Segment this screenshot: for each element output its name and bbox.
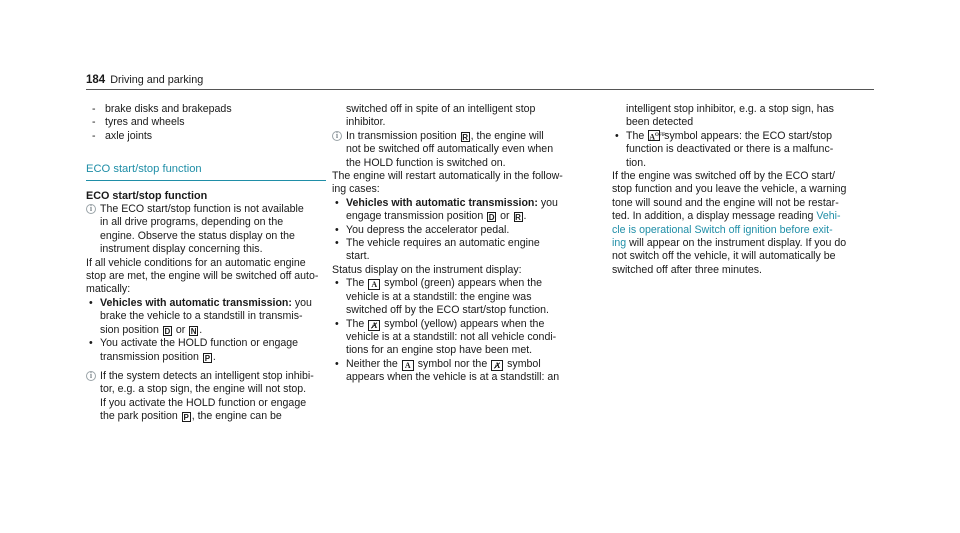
section-name: Driving and parking bbox=[110, 74, 204, 86]
text-span: the park position bbox=[100, 410, 178, 423]
note-block bbox=[86, 370, 326, 424]
text-span: you bbox=[537, 196, 558, 209]
text-line: tions for an engine stop have been met. bbox=[346, 344, 533, 357]
paragraph-line: If the engine was switched off by the ECO start/ bbox=[612, 170, 835, 183]
note-line: the HOLD function is switched on. bbox=[346, 156, 506, 169]
bullet-item bbox=[332, 197, 594, 224]
text-line: inhibitor. bbox=[346, 116, 386, 129]
text-span: symbol bbox=[507, 357, 541, 370]
text-line: • You activate the HOLD function or engage bbox=[100, 337, 299, 350]
bullet-item bbox=[332, 277, 594, 317]
text-span: or bbox=[175, 323, 186, 336]
text-span: The bbox=[346, 317, 365, 330]
text-span: engage transmission position bbox=[346, 210, 484, 223]
note-block bbox=[86, 203, 326, 257]
eco-start-stop-crossed-icon: A bbox=[491, 360, 503, 371]
column-left bbox=[86, 103, 326, 424]
subsection-heading: ECO start/stop function bbox=[86, 189, 208, 202]
paragraph-line: If all vehicle conditions for an automatic engine bbox=[86, 256, 306, 269]
text-span: symbol nor the bbox=[417, 357, 488, 370]
paragraph-line: stop function and you leave the vehicle, a warning bbox=[612, 183, 847, 196]
bullet-item bbox=[86, 297, 326, 337]
bullet-item bbox=[332, 318, 594, 358]
text-span: sion position bbox=[100, 323, 159, 336]
note-line: not be switched off automatically even when bbox=[346, 143, 554, 156]
gear-p-key: P bbox=[204, 353, 211, 363]
text-line: intelligent stop inhibitor, e.g. a stop sign, has bbox=[626, 103, 834, 115]
info-icon: i bbox=[86, 204, 96, 214]
text-line: start. bbox=[346, 250, 370, 263]
gear-n-key: N bbox=[190, 326, 197, 336]
note-line: If you activate the HOLD function or engage bbox=[100, 396, 307, 409]
icon-superscript: OFF bbox=[655, 133, 665, 139]
text-span: transmission position bbox=[100, 350, 199, 363]
text-span: , the engine can be bbox=[191, 410, 282, 423]
text-span: symbol appears: the ECO start/stop bbox=[664, 129, 832, 142]
icon-glyph: A bbox=[649, 132, 655, 142]
page-header bbox=[86, 74, 874, 88]
bold-label: Vehicles with automatic transmission: bbox=[346, 196, 538, 209]
eco-start-stop-icon: A bbox=[368, 279, 380, 290]
bold-label: Vehicles with automatic transmission: bbox=[100, 296, 292, 309]
text-line: appears when the vehicle is at a standstill: an bbox=[346, 371, 560, 384]
text-span: In transmission position bbox=[346, 129, 457, 142]
paragraph-line: stop are met, the engine will be switched off auto- bbox=[86, 270, 319, 283]
text-span: . bbox=[523, 210, 527, 223]
paragraph-line: not switch off the vehicle, it will automatically be bbox=[612, 250, 836, 263]
bullet-item bbox=[332, 237, 594, 264]
info-icon: i bbox=[332, 131, 342, 141]
gear-p-key: P bbox=[183, 413, 189, 423]
eco-start-stop-off-icon bbox=[648, 130, 665, 142]
note-line: tor, e.g. a stop sign, the engine will not stop. bbox=[100, 383, 307, 396]
text-line: tion. bbox=[626, 156, 647, 169]
text-line: • The vehicle requires an automatic engine bbox=[346, 237, 540, 250]
note-line: The ECO start/stop function is not available bbox=[100, 203, 304, 216]
gear-r-key: R bbox=[462, 132, 469, 142]
text-span: you bbox=[291, 296, 312, 309]
text-line: been detected bbox=[626, 116, 694, 129]
paragraph-line: tone will sound and the engine will not be restar- bbox=[612, 196, 839, 209]
text-span: The bbox=[626, 129, 645, 142]
list-item: - tyres and wheels bbox=[86, 116, 326, 129]
bullet-item bbox=[612, 130, 874, 170]
text-span: Neither the bbox=[346, 357, 398, 370]
paragraph-line: ing cases: bbox=[332, 183, 380, 196]
text-span: symbol (green) appears when the bbox=[384, 277, 542, 290]
text-span: . bbox=[199, 323, 203, 336]
eco-start-stop-crossed-icon: A bbox=[368, 320, 380, 331]
bullet-item bbox=[332, 224, 594, 237]
text-span: ted. In addition, a display message reading bbox=[612, 210, 814, 223]
status-heading: Status display on the instrument display: bbox=[332, 263, 522, 276]
section-heading: ECO start/stop function bbox=[86, 163, 326, 180]
bullet-item bbox=[86, 337, 326, 364]
column-middle bbox=[332, 103, 594, 385]
note-line: engine. Observe the status display on the bbox=[100, 229, 295, 242]
text-span: The bbox=[346, 277, 365, 290]
info-icon: i bbox=[86, 371, 96, 381]
list-item: - brake disks and brakepads bbox=[86, 103, 326, 116]
list-item: - axle joints bbox=[86, 130, 326, 143]
text-span: or bbox=[500, 210, 510, 223]
gear-d-key: D bbox=[488, 213, 495, 223]
display-message-link: cle is operational Switch off ignition before exit- bbox=[612, 223, 833, 236]
text-line: brake the vehicle to a standstill in transmis- bbox=[100, 310, 303, 323]
header-divider bbox=[86, 89, 874, 90]
page-number: 184 bbox=[86, 74, 106, 86]
text-span: symbol (yellow) appears when the bbox=[384, 317, 545, 330]
paragraph-line: switched off after three minutes. bbox=[612, 263, 762, 276]
text-span: will appear on the instrument display. If you do bbox=[626, 237, 847, 250]
text-line: • You depress the accelerator pedal. bbox=[346, 223, 510, 236]
text-line: vehicle is at a standstill: the engine was bbox=[346, 290, 532, 303]
bullet-item bbox=[332, 358, 594, 385]
text-line: switched off in spite of an intelligent stop bbox=[346, 103, 536, 115]
text-line: vehicle is at a standstill: not all vehicle condi- bbox=[346, 330, 557, 343]
eco-start-stop-icon: A bbox=[402, 360, 414, 371]
gear-d-key: D bbox=[164, 326, 171, 336]
display-message-link: ing bbox=[612, 237, 627, 250]
gear-r-key: R bbox=[515, 213, 521, 223]
note-block bbox=[332, 130, 594, 170]
text-span: . bbox=[212, 350, 216, 363]
column-right bbox=[612, 103, 874, 277]
text-line: switched off by the ECO start/stop function. bbox=[346, 304, 549, 317]
note-line: in all drive programs, depending on the bbox=[100, 216, 284, 229]
paragraph-line: The engine will restart automatically in the follow- bbox=[332, 170, 563, 183]
text-line: function is deactivated or there is a malfunc- bbox=[626, 143, 834, 156]
text-span: , the engine will bbox=[470, 129, 544, 142]
paragraph-line: matically: bbox=[86, 283, 131, 296]
note-line: If the system detects an intelligent stop inhibi- bbox=[100, 369, 314, 382]
display-message-link: Vehi- bbox=[816, 210, 841, 223]
note-line: instrument display concerning this. bbox=[100, 243, 263, 256]
